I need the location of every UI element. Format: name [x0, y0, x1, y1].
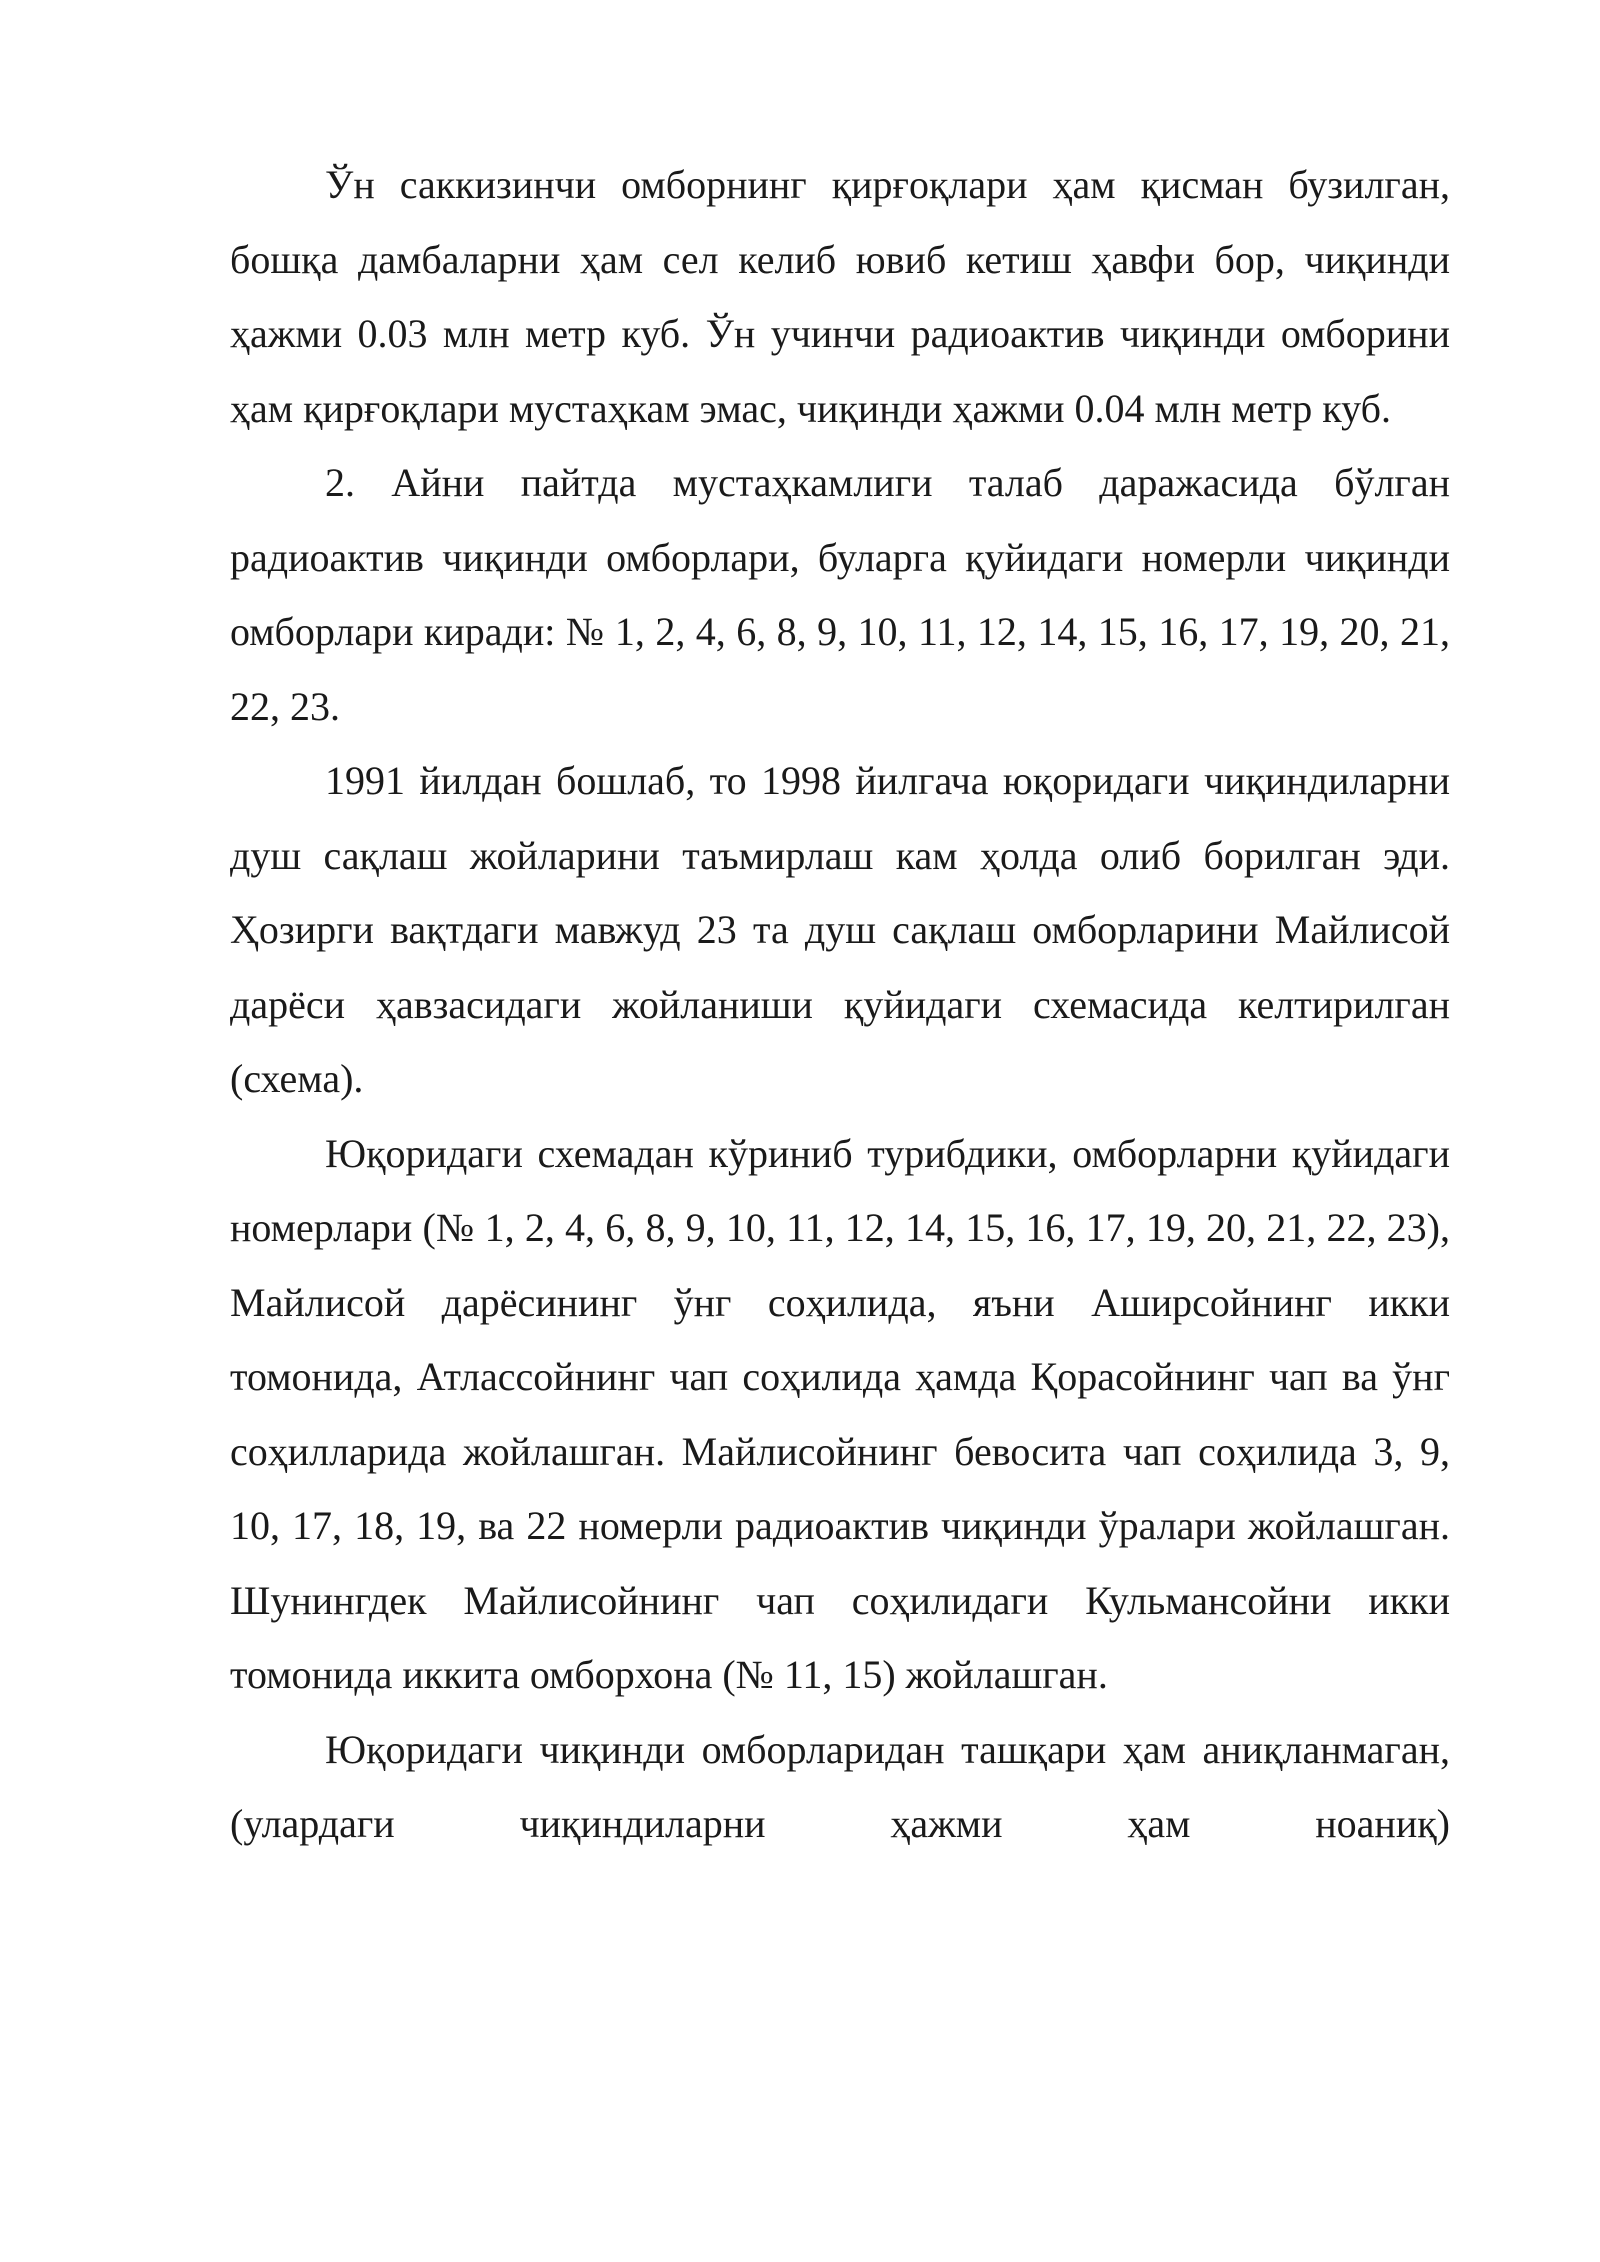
- paragraph-4: Юқоридаги схемадан кўриниб турибдики, омборларни қуйидаги номерлари (№ 1, 2, 4, 6, 8, 9, 10, 11, 12, 14, 15, 16, 17, 19, 20, 21, 22, 23), Майлисой дарёсининг ўнг соҳилида, яъни Аширсойнинг икки томонида, Атлассойнинг чап соҳилида ҳамда Қорасойнинг чап ва ўнг соҳилларида жойлашган. Майлисойнинг бевосита чап соҳилида 3, 9, 10, 17, 18, 19, ва 22 номерли радиоактив чиқинди ўралари жойлашган. Шунингдек Майлисойнинг чап соҳилидаги Кульмансойни икки томонида иккита омборхона (№ 11, 15) жойлашган.: [230, 1130, 1450, 1697]
- paragraph-2: 2. Айни пайтда мустаҳкамлиги талаб даражасида бўлган радиоактив чиқинди омборлари, буларга қуйидаги номерли чиқинди омборлари киради: № 1, 2, 4, 6, 8, 9, 10, 11, 12, 14, 15, 16, 17, 19, 20, 21, 22, 23.: [230, 460, 1450, 729]
- paragraph-3: 1991 йилдан бошлаб, то 1998 йилгача юқоридаги чиқиндиларни душ сақлаш жойларини таъмирлаш кам ҳолда олиб борилган эди. Ҳозирги вақтдаги мавжуд 23 та душ сақлаш омборларини Майлисой дарёси ҳавзасидаги жойланиши қуйидаги схемасида келтирилган (схема).: [230, 758, 1450, 1101]
- paragraph-1: Ўн саккизинчи омборнинг қирғоқлари ҳам қисман бузилган, бошқа дамбаларни ҳам сел келиб ювиб кетиш ҳавфи бор, чиқинди ҳажми 0.03 млн метр куб. Ўн учинчи радиоактив чиқинди омборини ҳам қирғоқлари мустаҳкам эмас, чиқинди ҳажми 0.04 млн метр куб.: [230, 162, 1450, 431]
- body-text: [230, 148, 1450, 1862]
- paragraph-5: Юқоридаги чиқинди омборларидан ташқари ҳам аниқланмаган, (улардаги чиқиндиларни ҳажми ҳам ноаниқ): [230, 1726, 1450, 1846]
